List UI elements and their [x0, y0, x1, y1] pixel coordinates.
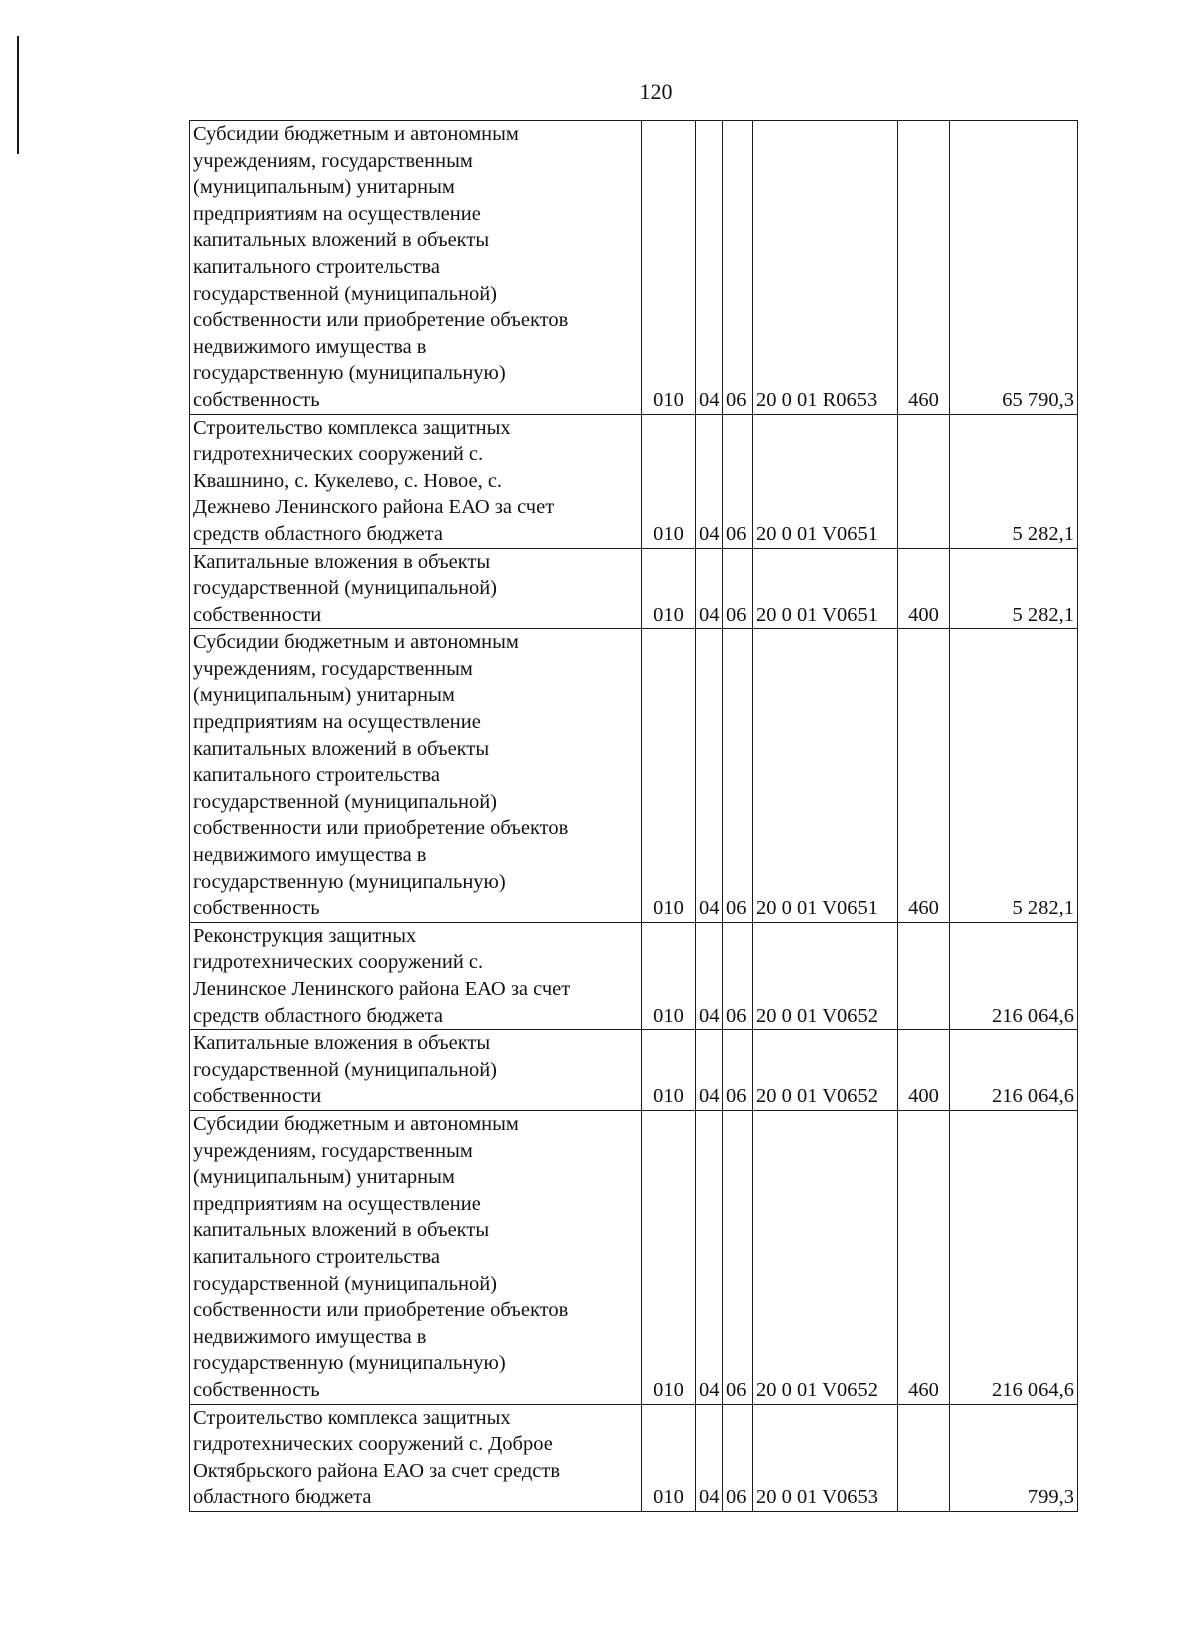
code-expense-type: 460	[898, 1110, 950, 1404]
code-subsection: 06	[723, 121, 753, 415]
row-description: Субсидии бюджетным и автономным учреждениям, государственным (муниципальным) унитарным предприятиям на осуществление капитальных вложений в объекты капитального строительства государственной (муниципальной) собственности или приобретение объектов недвижимого имущества в государственную (муниципальную) собственность	[190, 121, 642, 415]
table-row	[190, 1030, 1078, 1111]
row-description: Капитальные вложения в объекты государственной (муниципальной) собственности	[190, 548, 642, 629]
budget-table	[189, 120, 1078, 1512]
code-subsection: 06	[723, 629, 753, 923]
table-row	[190, 1404, 1078, 1511]
code-target-article: 20 0 01 V0653	[753, 1404, 898, 1511]
code-expense-type	[898, 922, 950, 1029]
code-subsection: 06	[723, 1030, 753, 1111]
row-amount: 5 282,1	[950, 414, 1078, 548]
row-amount: 5 282,1	[950, 629, 1078, 923]
row-amount: 65 790,3	[950, 121, 1078, 415]
code-subsection: 06	[723, 548, 753, 629]
table-row	[190, 121, 1078, 415]
code-subsection: 06	[723, 1404, 753, 1511]
table-row	[190, 922, 1078, 1029]
table-row	[190, 414, 1078, 548]
table-row	[190, 629, 1078, 923]
code-target-article: 20 0 01 V0651	[753, 414, 898, 548]
row-description: Капитальные вложения в объекты государственной (муниципальной) собственности	[190, 1030, 642, 1111]
code-ministry: 010	[642, 1404, 696, 1511]
code-expense-type: 460	[898, 629, 950, 923]
row-amount: 216 064,6	[950, 1110, 1078, 1404]
code-section: 04	[696, 922, 723, 1029]
code-target-article: 20 0 01 V0652	[753, 922, 898, 1029]
code-section: 04	[696, 121, 723, 415]
table-row	[190, 1110, 1078, 1404]
row-description: Субсидии бюджетным и автономным учреждениям, государственным (муниципальным) унитарным предприятиям на осуществление капитальных вложений в объекты капитального строительства государственной (муниципальной) собственности или приобретение объектов недвижимого имущества в государственную (муниципальную) собственность	[190, 1110, 642, 1404]
row-description: Субсидии бюджетным и автономным учреждениям, государственным (муниципальным) унитарным предприятиям на осуществление капитальных вложений в объекты капитального строительства государственной (муниципальной) собственности или приобретение объектов недвижимого имущества в государственную (муниципальную) собственность	[190, 629, 642, 923]
budget-table-body	[190, 121, 1078, 1512]
row-amount: 216 064,6	[950, 1030, 1078, 1111]
code-section: 04	[696, 1404, 723, 1511]
row-amount: 216 064,6	[950, 922, 1078, 1029]
code-section: 04	[696, 629, 723, 923]
code-section: 04	[696, 414, 723, 548]
row-amount: 799,3	[950, 1404, 1078, 1511]
code-section: 04	[696, 548, 723, 629]
row-amount: 5 282,1	[950, 548, 1078, 629]
code-expense-type	[898, 414, 950, 548]
code-expense-type: 400	[898, 548, 950, 629]
code-expense-type: 460	[898, 121, 950, 415]
table-row	[190, 548, 1078, 629]
code-expense-type	[898, 1404, 950, 1511]
code-subsection: 06	[723, 414, 753, 548]
code-expense-type: 400	[898, 1030, 950, 1111]
code-target-article: 20 0 01 R0653	[753, 121, 898, 415]
page-number: 120	[639, 79, 673, 104]
code-target-article: 20 0 01 V0651	[753, 548, 898, 629]
code-ministry: 010	[642, 121, 696, 415]
code-target-article: 20 0 01 V0652	[753, 1030, 898, 1111]
code-section: 04	[696, 1030, 723, 1111]
code-target-article: 20 0 01 V0652	[753, 1110, 898, 1404]
code-ministry: 010	[642, 548, 696, 629]
code-subsection: 06	[723, 922, 753, 1029]
code-ministry: 010	[642, 1030, 696, 1111]
code-ministry: 010	[642, 414, 696, 548]
code-section: 04	[696, 1110, 723, 1404]
code-ministry: 010	[642, 922, 696, 1029]
code-ministry: 010	[642, 629, 696, 923]
code-target-article: 20 0 01 V0651	[753, 629, 898, 923]
code-subsection: 06	[723, 1110, 753, 1404]
row-description: Строительство комплекса защитных гидротехнических сооружений с. Доброе Октябрьского района ЕАО за счет средств областного бюджета	[190, 1404, 642, 1511]
row-description: Строительство комплекса защитных гидротехнических сооружений с. Квашнино, с. Кукелево, с. Новое, с. Дежнево Ленинского района ЕАО за счет средств областного бюджета	[190, 414, 642, 548]
code-ministry: 010	[642, 1110, 696, 1404]
row-description: Реконструкция защитных гидротехнических сооружений с. Ленинское Ленинского района ЕАО за счет средств областного бюджета	[190, 922, 642, 1029]
